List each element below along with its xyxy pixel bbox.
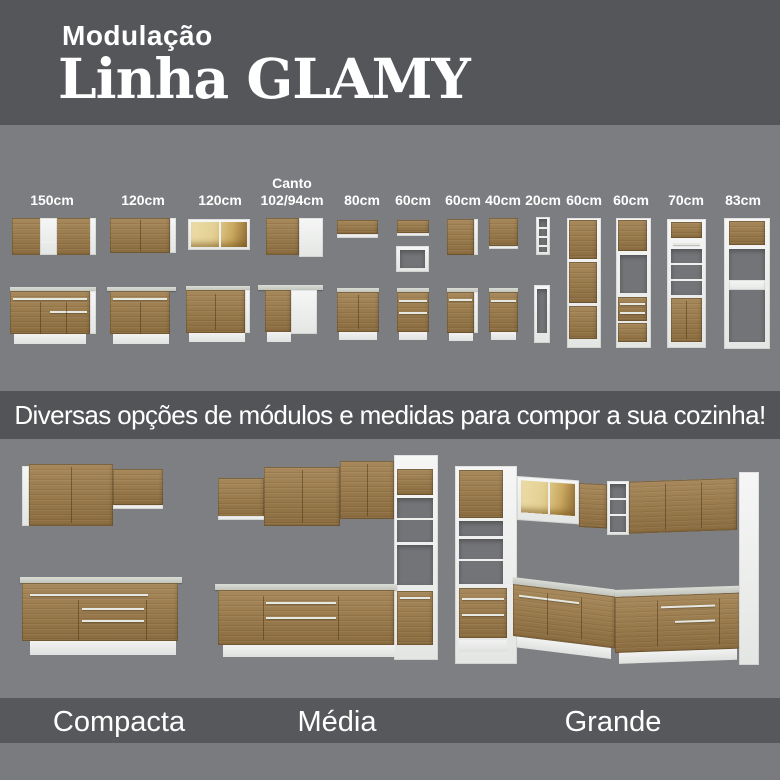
plinth <box>14 334 86 344</box>
names-band <box>0 698 780 743</box>
handle-line <box>82 620 144 622</box>
base-run-right <box>615 586 741 664</box>
cabinet-door <box>569 262 597 303</box>
side-panel <box>90 291 96 334</box>
open-base-shelf <box>534 285 550 343</box>
size-label-line2: 102/94cm <box>260 192 324 208</box>
cabinet-bottom <box>337 234 378 238</box>
shelf <box>539 245 547 247</box>
handle-line <box>400 597 430 599</box>
kitchen-media <box>215 452 438 662</box>
wall-cabinets <box>629 478 737 534</box>
handle-line <box>620 312 645 314</box>
handle-line <box>399 300 427 302</box>
size-label: 40cm <box>485 192 521 208</box>
shelf <box>459 559 503 561</box>
wall-cabinet <box>218 478 264 520</box>
cabinet-doors <box>671 298 702 342</box>
plinth <box>339 332 377 340</box>
drawer-stack <box>459 588 507 638</box>
cabinet-bottom <box>489 246 518 249</box>
open-shelf-tower <box>536 217 550 255</box>
handle-line <box>266 617 336 619</box>
door-divider <box>78 600 79 640</box>
plinth <box>449 333 473 341</box>
size-label-line1: Canto <box>272 175 312 191</box>
door-divider <box>581 597 582 639</box>
handle-line <box>449 299 472 301</box>
door-divider <box>146 600 147 640</box>
header-band <box>0 0 780 125</box>
size-label-canto <box>252 175 332 209</box>
open-shelves <box>459 539 503 584</box>
top-panel <box>729 221 765 245</box>
handle-line <box>491 300 516 302</box>
size-label: 80cm <box>344 192 380 208</box>
side-panel <box>245 290 250 333</box>
low-wall-cabinet <box>337 220 378 234</box>
door-divider <box>686 301 687 339</box>
door-divider <box>40 302 41 334</box>
corner-base-door <box>265 290 291 332</box>
handle-line <box>673 243 700 245</box>
handle-line <box>50 311 87 313</box>
open-niche <box>396 246 429 272</box>
handle-line <box>266 602 336 604</box>
wall-cabinets <box>29 464 113 526</box>
glass-wall-cabinet <box>517 476 579 524</box>
door-divider <box>66 302 67 334</box>
module-60cm-pantry <box>567 218 601 348</box>
handle-line <box>462 598 504 600</box>
kitchen-name-grande: Grande <box>564 706 662 738</box>
niche-divider <box>729 280 765 290</box>
side-panel <box>90 218 96 255</box>
module-60cm-single <box>447 219 478 349</box>
base-run-left <box>513 577 615 660</box>
door-divider <box>263 596 264 640</box>
plinth <box>491 332 516 340</box>
module-120cm <box>107 218 176 348</box>
size-label: 150cm <box>30 192 74 208</box>
side-panel <box>170 218 176 253</box>
module-80cm <box>337 220 379 350</box>
door-divider <box>71 467 72 523</box>
wall-cabinet <box>579 483 607 528</box>
cabinet-bottom <box>397 233 429 236</box>
corner-open-shelf <box>607 481 629 535</box>
door-divider <box>665 483 666 529</box>
size-label: 70cm <box>668 192 704 208</box>
handle-line <box>675 620 715 623</box>
drawer-base-cabinet <box>397 292 429 332</box>
end-side-panel <box>739 472 759 665</box>
door-divider <box>548 482 550 514</box>
handle-line <box>399 312 427 314</box>
plinth <box>267 332 291 342</box>
wall-cabinets <box>264 467 340 526</box>
wall-cabinet <box>110 218 170 253</box>
door-divider <box>215 294 216 330</box>
open-niche <box>397 545 433 585</box>
corner-base-side <box>291 290 317 334</box>
base-cabinets <box>615 593 741 653</box>
cabinet-door <box>569 306 597 339</box>
kitchen-grande <box>452 452 767 674</box>
drawer-stack <box>618 297 647 321</box>
wall-cabinet <box>489 218 518 246</box>
shelf <box>671 263 702 265</box>
open-shelf <box>40 218 57 255</box>
plinth <box>30 641 176 655</box>
size-label: 83cm <box>725 192 761 208</box>
door-divider <box>302 470 303 523</box>
door-divider <box>547 593 548 635</box>
door-divider <box>657 600 658 646</box>
module-120cm-glass <box>186 219 250 349</box>
cabinet-door <box>569 220 597 259</box>
shelf-back <box>610 484 626 532</box>
handle-line <box>519 595 579 604</box>
shelf <box>397 518 433 520</box>
module-40cm <box>489 218 518 350</box>
glass-wall-cabinet <box>188 219 250 250</box>
side-panel <box>22 466 29 526</box>
base-cabinet <box>10 291 90 334</box>
kitchen-compacta <box>18 460 210 660</box>
wall-cabinet <box>447 219 474 255</box>
size-label: 60cm <box>395 192 431 208</box>
size-label: 60cm <box>613 192 649 208</box>
shelf <box>671 279 702 281</box>
tall-tower <box>394 455 438 660</box>
side-panel <box>474 292 478 333</box>
size-label: 120cm <box>198 192 242 208</box>
handle-line <box>30 594 148 596</box>
size-label: 60cm <box>566 192 602 208</box>
plinth <box>113 334 169 344</box>
cabinet-bottom <box>113 505 163 509</box>
module-83cm-fridge-surround <box>724 218 770 349</box>
module-150cm <box>10 218 96 348</box>
cabinet-door <box>397 591 433 645</box>
base-cabinet <box>186 290 245 333</box>
handle-line <box>82 608 144 610</box>
door-divider <box>367 464 368 516</box>
base-cabinet <box>337 292 379 332</box>
base-cabinet <box>447 292 474 333</box>
ribbon-band <box>0 391 780 439</box>
module-canto <box>258 218 323 350</box>
base-cabinets <box>22 583 178 641</box>
kitchen-name-compacta: Compacta <box>52 706 186 738</box>
module-20cm <box>534 217 550 349</box>
size-label: 60cm <box>445 192 481 208</box>
size-label: 120cm <box>121 192 165 208</box>
top-panel <box>397 469 433 495</box>
door-divider <box>701 482 702 528</box>
footer-strip <box>0 743 780 780</box>
wall-cabinet <box>340 461 394 519</box>
shelf <box>42 229 55 231</box>
door-divider <box>358 295 359 329</box>
niche-back <box>400 250 425 268</box>
door-divider <box>719 598 720 644</box>
module-60cm-oven-tower <box>616 218 651 348</box>
handle-line <box>620 303 645 305</box>
module-70cm-tower <box>667 219 706 348</box>
shelf <box>539 236 547 238</box>
handle-line <box>661 605 715 609</box>
header-kicker: Modulação <box>62 20 213 51</box>
handle-line <box>13 298 87 300</box>
door-divider <box>140 302 141 334</box>
handle-line <box>462 614 504 616</box>
shelf <box>42 241 55 243</box>
plinth <box>223 645 395 657</box>
cabinet-door <box>618 220 647 251</box>
corner-wall-cabinet-door <box>266 218 299 255</box>
ribbon-text: Diversas opções de módulos e medidas para compor a sua cozinha! <box>14 399 766 430</box>
base-cabinet <box>110 291 170 334</box>
kitchen-name-media: Média <box>297 706 377 738</box>
cabinet-bottom <box>218 516 264 520</box>
oven-niche <box>620 255 647 293</box>
cabinet-door <box>618 323 647 342</box>
corner-wall-cabinet-side <box>299 218 323 257</box>
plinth <box>459 640 507 652</box>
open-shelves <box>671 249 702 295</box>
tall-tower <box>455 466 517 664</box>
page-title: Linha GLAMY <box>58 46 470 111</box>
door-divider <box>219 222 221 247</box>
shelf <box>539 227 547 229</box>
open-shelves <box>397 498 433 542</box>
side-panel <box>474 219 478 255</box>
base-cabinets <box>218 590 394 645</box>
wall-cabinet-low <box>113 469 163 505</box>
top-panel <box>671 222 702 238</box>
shelf-back <box>537 289 547 333</box>
wall-cabinet <box>12 218 96 255</box>
size-label: 20cm <box>525 192 561 208</box>
base-cabinet <box>489 292 518 332</box>
fridge-niche <box>729 249 765 342</box>
module-60cm-niche <box>396 220 429 350</box>
low-wall-cabinet <box>397 220 429 233</box>
door-divider <box>140 220 141 251</box>
door-divider <box>338 596 339 640</box>
handle-line <box>113 298 167 300</box>
open-niche <box>459 521 503 536</box>
plinth <box>399 332 427 340</box>
shelf <box>610 498 626 500</box>
plinth <box>189 333 245 342</box>
shelf <box>610 514 626 516</box>
cabinet-door <box>459 470 503 518</box>
